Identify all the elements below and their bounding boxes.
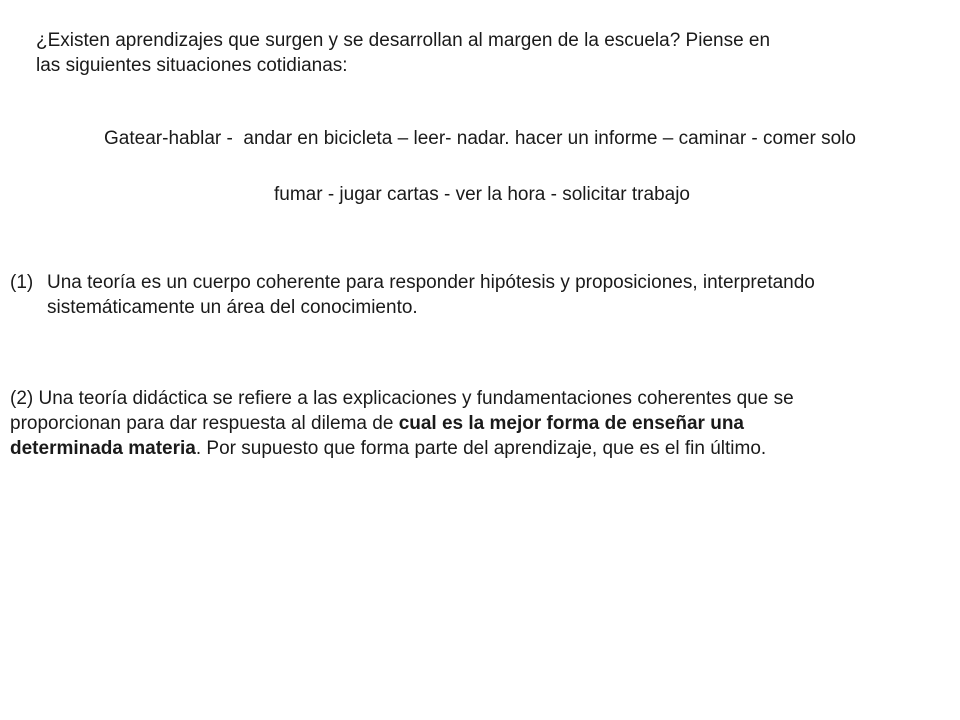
item-2-line-2-bold: cual es la mejor forma de enseñar una bbox=[398, 413, 744, 434]
examples-line-1: Gatear-hablar - andar en bicicleta – leer- nadar. hacer un informe – caminar - comer solo bbox=[104, 128, 856, 149]
examples-line-2-container bbox=[0, 182, 960, 207]
numbered-item-2 bbox=[10, 386, 794, 461]
item-1-text bbox=[47, 270, 815, 320]
item-2-line-3 bbox=[10, 436, 794, 461]
question-paragraph bbox=[36, 28, 770, 78]
item-2-line-2-plain: proporcionan para dar respuesta al dilema de bbox=[10, 413, 399, 434]
examples-line-2: fumar - jugar cartas - ver la hora - solicitar trabajo bbox=[273, 184, 691, 205]
item-1-line-1: Una teoría es un cuerpo coherente para responder hipótesis y proposiciones, interpretando bbox=[47, 272, 815, 293]
item-1-line-2: sistemáticamente un área del conocimiento. bbox=[47, 297, 418, 318]
item-2-line-2 bbox=[10, 411, 794, 436]
examples-line-1-container bbox=[0, 126, 960, 151]
item-2-line-1: (2) Una teoría didáctica se refiere a las explicaciones y fundamentaciones coherentes que se bbox=[10, 388, 794, 409]
item-2-line-3-plain: . Por supuesto que forma parte del aprendizaje, que es el fin último. bbox=[195, 438, 767, 459]
item-2-line-3-bold: determinada materia bbox=[10, 438, 196, 459]
question-line-1: ¿Existen aprendizajes que surgen y se desarrollan al margen de la escuela? Piense en bbox=[36, 30, 771, 51]
item-1-number: (1) bbox=[10, 272, 34, 293]
question-line-2: las siguientes situaciones cotidianas: bbox=[36, 55, 348, 76]
